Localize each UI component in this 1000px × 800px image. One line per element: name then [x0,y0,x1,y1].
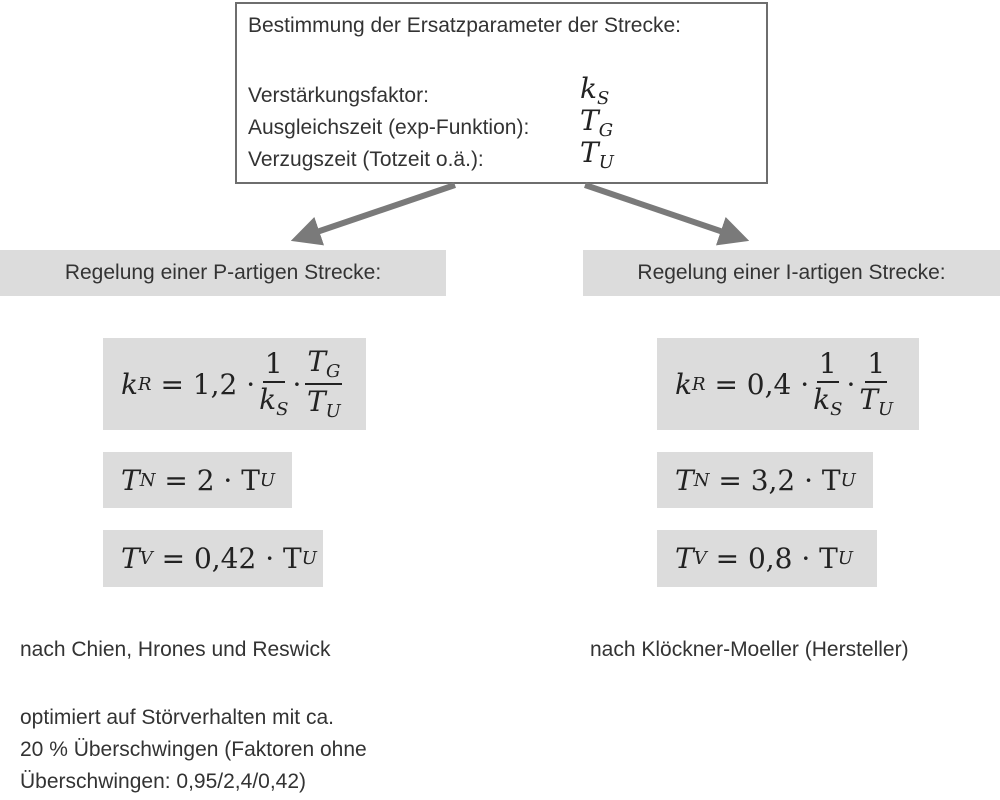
left-eq-kR: k R = 1,2 · $\frac{1}{k_S}$ · $\frac{T_G}{T_U}$ [103,338,366,430]
parameter-box-title: Bestimmung der Ersatzparameter der Strecke: [248,14,682,37]
arrows [0,0,1000,260]
left-note-line-2: 20 % Überschwingen (Faktoren ohne [20,738,367,761]
param-label-ausgleichszeit: Ausgleichszeit (exp-Funktion): [248,116,530,139]
arrow-right [585,185,735,236]
param-symbol-gain: $k_S$ [580,72,610,109]
param-label-verzugszeit: Verzugszeit (Totzeit o.ä.): [248,148,484,171]
left-source: nach Chien, Hrones und Reswick [20,638,331,661]
left-note-line-1: optimiert auf Störverhalten mit ca. [20,706,334,729]
right-eq-TN: T N = 3,2 · T U [657,452,873,508]
param-symbol-verzugszeit: $T_U$ [580,136,614,173]
header-i-strecke: Regelung einer I-artigen Strecke: [583,250,1000,296]
header-p-strecke: Regelung einer P-artigen Strecke: [0,250,446,296]
left-eq-TN: T N = 2 · T U [103,452,292,508]
right-eq-kR: k R = 0,4 · $\frac{1}{k_S}$ · $\frac{1}{T_U}$ [657,338,919,430]
right-eq-TV: T V = 0,8 · T U [657,530,877,587]
left-eq-TV: T V = 0,42 · T U [103,530,323,587]
arrow-left [305,185,455,236]
param-symbol-ausgleichszeit: $T_G$ [580,104,614,141]
right-source: nach Klöckner-Moeller (Hersteller) [590,638,909,661]
param-label-gain: Verstärkungsfaktor: [248,84,429,107]
left-note-line-3: Überschwingen: 0,95/2,4/0,42) [20,770,307,793]
